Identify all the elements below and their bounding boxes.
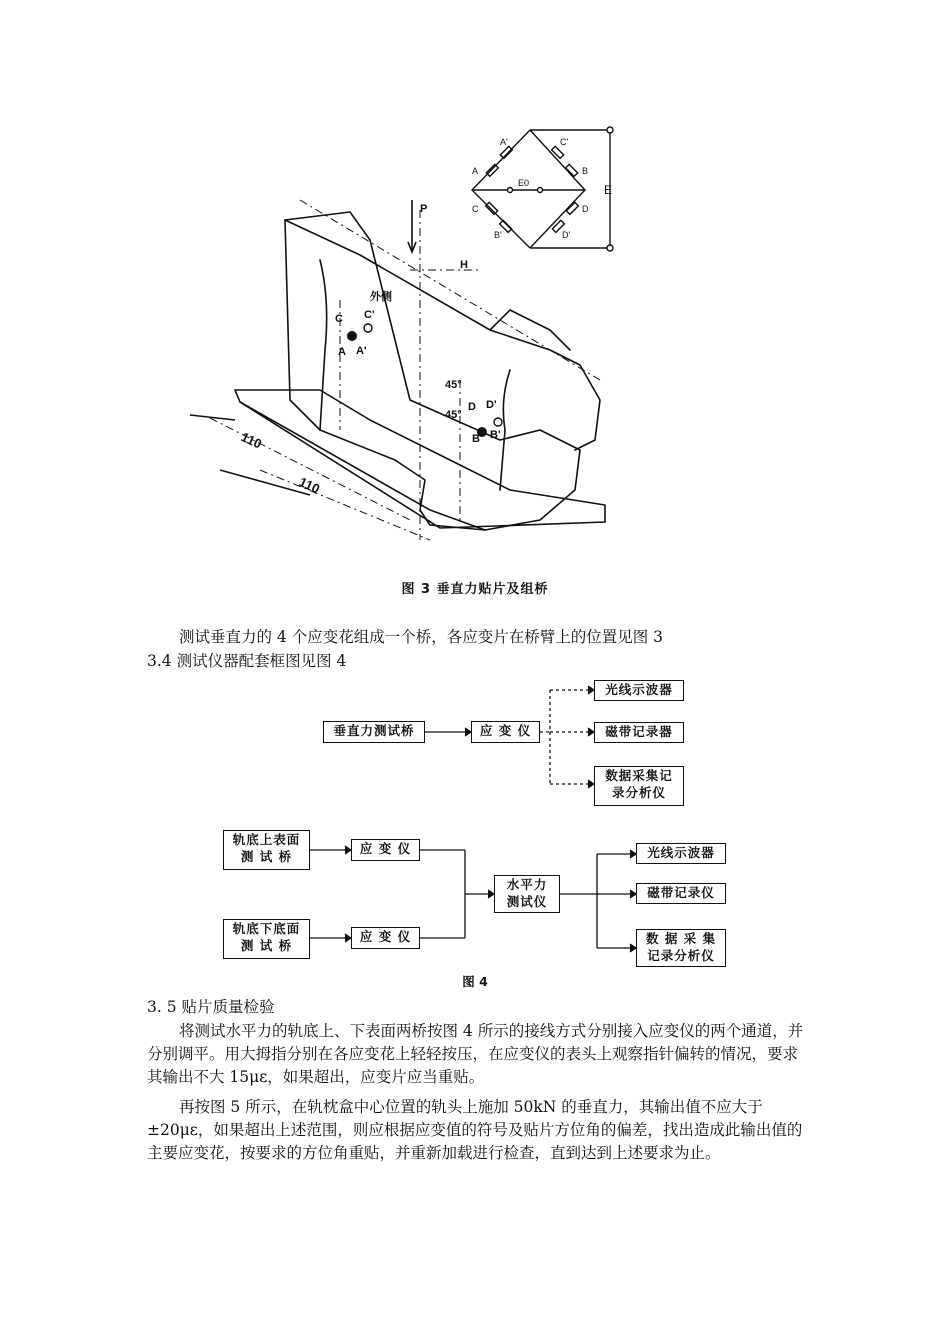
bridge-label-d: D bbox=[582, 204, 589, 214]
label-a: A bbox=[338, 346, 346, 358]
figure-4-block-diagram bbox=[215, 672, 735, 972]
figure-3-rail-diagram bbox=[180, 100, 640, 570]
label-a-prime: A' bbox=[356, 345, 367, 357]
bridge-label-b: B bbox=[582, 166, 589, 176]
label-dim-2: 110 bbox=[296, 474, 323, 497]
rail-web-left bbox=[320, 260, 327, 430]
label-b-prime: B' bbox=[490, 429, 501, 441]
box-light-oscilloscope-bottom bbox=[636, 843, 726, 864]
box-strain-amplifier-2 bbox=[351, 927, 420, 949]
box-label: 应 变 仪 bbox=[359, 929, 412, 944]
label-angle-45: 45° bbox=[445, 379, 462, 391]
box-tape-recorder-top bbox=[594, 722, 684, 743]
rail-base-top bbox=[240, 402, 485, 530]
paragraph-bridge-note: 测试垂直力的 4 个应变花组成一个桥，各应变片在桥臂上的位置见图 3 bbox=[179, 628, 664, 646]
label-c-prime: C' bbox=[364, 309, 375, 321]
box-label: 磁带记录仪 bbox=[647, 885, 715, 900]
box-label: 光线示波器 bbox=[605, 682, 673, 697]
bridge-label-c: C bbox=[472, 204, 479, 214]
dim-line-1 bbox=[210, 418, 410, 520]
box-tape-recorder-bottom bbox=[636, 883, 726, 904]
box-label: 应 变 仪 bbox=[359, 841, 412, 856]
box-light-oscilloscope-top bbox=[594, 680, 684, 701]
paragraph-quality-check: 将测试水平力的轨底上、下表面两桥按图 4 所示的接线方式分别接入应变仪的两个通道，并分别调平。用大拇指分别在各应变花上轻轻按压，在应变仪的表头上观察指针偏转的情况，要求其输出不大 15με，如果超出，应变片应当重贴。 bbox=[147, 1022, 804, 1086]
box-label: 磁带记录器 bbox=[605, 724, 673, 739]
label-dim-1: 110 bbox=[238, 429, 265, 452]
box-vertical-force-bridge bbox=[323, 721, 425, 743]
box-label-line1: 数据采集记 bbox=[605, 768, 673, 783]
figure-3-caption: 图 3 垂直力贴片及组桥 bbox=[401, 582, 549, 597]
paragraph-load-check: 再按图 5 所示，在轨枕盒中心位置的轨头上施加 50kN 的垂直力，其输出值不应大于±20με，如果超出上述范围，则应根据应变值的符号及贴片方位角的偏差，找出造成此输出值的主要应变花，按要求的方位角重贴，并重新加载进行检查，直到达到上述要求为止。 bbox=[147, 1098, 803, 1162]
box-label: 应 变 仪 bbox=[479, 723, 532, 738]
box-label-line2: 记录分析仪 bbox=[647, 948, 715, 963]
box-data-acquisition-bottom bbox=[636, 929, 726, 967]
bridge-label-a: A bbox=[472, 166, 479, 176]
label-d: D bbox=[468, 401, 476, 413]
box-base-upper-bridge bbox=[223, 830, 310, 870]
box-horizontal-force-meter bbox=[494, 875, 560, 913]
box-label-line2: 测 试 桥 bbox=[240, 938, 293, 953]
bridge-label-a-prime: A' bbox=[500, 137, 508, 147]
box-strain-amplifier-top bbox=[471, 721, 540, 743]
paragraph-section-3-4: 3.4 测试仪器配套框图见图 4 bbox=[147, 652, 347, 670]
box-strain-amplifier-1 bbox=[351, 839, 420, 861]
box-label-line2: 测试仪 bbox=[506, 894, 548, 909]
rail-web-right bbox=[500, 370, 510, 490]
rosette-a bbox=[347, 331, 357, 341]
rail-outline bbox=[285, 212, 580, 530]
label-d-prime: D' bbox=[486, 399, 497, 411]
bridge-label-b-prime: B' bbox=[494, 230, 502, 240]
bridge-label-e0: E0 bbox=[518, 178, 530, 188]
bridge-label-d-prime: D' bbox=[562, 230, 571, 240]
section-heading-3-5: 3. 5 贴片质量检验 bbox=[147, 998, 275, 1016]
label-b: B bbox=[472, 433, 480, 445]
label-angle-45b: 45° bbox=[445, 409, 462, 421]
box-label-line1: 水平力 bbox=[506, 877, 548, 892]
box-label: 垂直力测试桥 bbox=[333, 723, 415, 738]
box-label-line1: 轨底上表面 bbox=[232, 832, 301, 847]
figure-4-caption: 图 4 bbox=[462, 974, 488, 989]
box-label-line1: 数 据 采 集 bbox=[645, 931, 717, 946]
label-h: H bbox=[460, 259, 468, 271]
box-label-line2: 录分析仪 bbox=[611, 785, 666, 800]
label-p: P bbox=[420, 203, 428, 215]
label-outer-side: 外侧 bbox=[370, 291, 392, 303]
rail-head-side bbox=[285, 220, 600, 450]
box-label: 光线示波器 bbox=[647, 845, 715, 860]
box-data-acquisition-top bbox=[594, 766, 684, 806]
box-label-line2: 测 试 桥 bbox=[240, 849, 293, 864]
bridge-label-c-prime: C' bbox=[560, 137, 569, 147]
bridge-label-e: E bbox=[604, 183, 613, 197]
box-label-line1: 轨底下底面 bbox=[232, 921, 301, 936]
label-c: C bbox=[335, 313, 343, 325]
box-base-lower-bridge bbox=[223, 919, 310, 959]
